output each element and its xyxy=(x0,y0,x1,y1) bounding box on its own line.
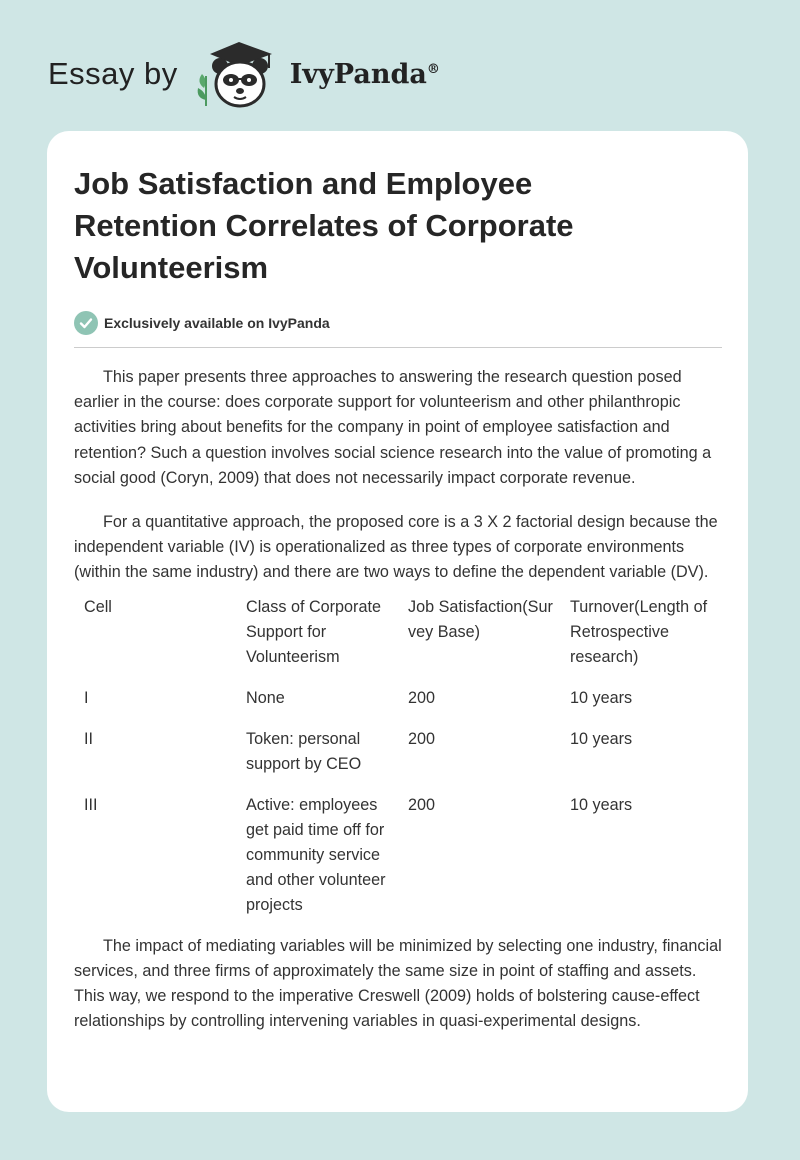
table-cell: III xyxy=(84,795,98,814)
exclusive-badge xyxy=(74,311,722,335)
paragraph-3: The impact of mediating variables will be minimized by selecting one industry, financial services, and three firms of approximately the same size in point of staffing and assets. This way, we respond to the imperative Creswell (2009) holds of bolstering cause-effect relationships by controlling intervening variables in quasi-experimental designs. xyxy=(74,936,722,1031)
check-circle-icon xyxy=(74,311,98,335)
table-cell: I xyxy=(84,688,89,707)
essay-by-label: Essay by xyxy=(48,56,178,91)
paragraph-1: This paper presents three approaches to answering the research question posed earlier in the course: does corporate support for volunteerism and other philanthropic activities bring about benefits for the company in point of employee satisfaction and retention? Such a question involves social science research into the value of promoting a social good (Coryn, 2009) that does not necessarily impact corporate revenue. xyxy=(74,368,712,487)
table-row xyxy=(74,727,722,793)
article-card xyxy=(47,131,748,1112)
table-header-class: Class of Corporate Support for Volunteerism xyxy=(246,597,381,666)
table-cell: 10 years xyxy=(570,729,633,748)
table-cell: Token: personal support by CEO xyxy=(246,729,362,773)
table-cell: II xyxy=(84,729,93,748)
table-cell: Active: employees get paid time off for community service and other volunteer projects xyxy=(246,795,386,914)
registered-mark: ® xyxy=(426,61,440,77)
table-cell: None xyxy=(246,688,285,707)
site-header xyxy=(48,34,440,114)
factorial-design-table xyxy=(74,595,722,934)
brand-name[interactable]: IvyPanda® xyxy=(289,58,440,90)
paragraph-2: For a quantitative approach, the proposed core is a 3 X 2 factorial design because the independent variable (IV) is operationalized as three types of corporate environments (within the same industry) and there are two ways to define the dependent variable (DV). xyxy=(74,513,718,582)
table-cell: 10 years xyxy=(570,688,633,707)
table-header-cell: Cell xyxy=(84,597,112,616)
table-row xyxy=(74,793,722,934)
article-title: Job Satisfaction and Employee Retention Correlates of Corporate Volunteerism xyxy=(74,166,574,285)
panda-logo-icon[interactable] xyxy=(192,36,286,112)
table-cell: 200 xyxy=(408,688,436,707)
table-header-turnover: Turnover(Length of Retrospective research) xyxy=(570,597,708,666)
table-cell: 200 xyxy=(408,729,436,748)
table-row xyxy=(74,686,722,727)
table-cell: 200 xyxy=(408,795,436,814)
divider xyxy=(74,347,722,348)
table-header-job-satisfaction: Job Satisfaction(Survey Base) xyxy=(408,597,553,641)
table-header-row xyxy=(74,595,722,686)
table-cell: 10 years xyxy=(570,795,633,814)
exclusive-label: Exclusively available on IvyPanda xyxy=(104,315,330,331)
